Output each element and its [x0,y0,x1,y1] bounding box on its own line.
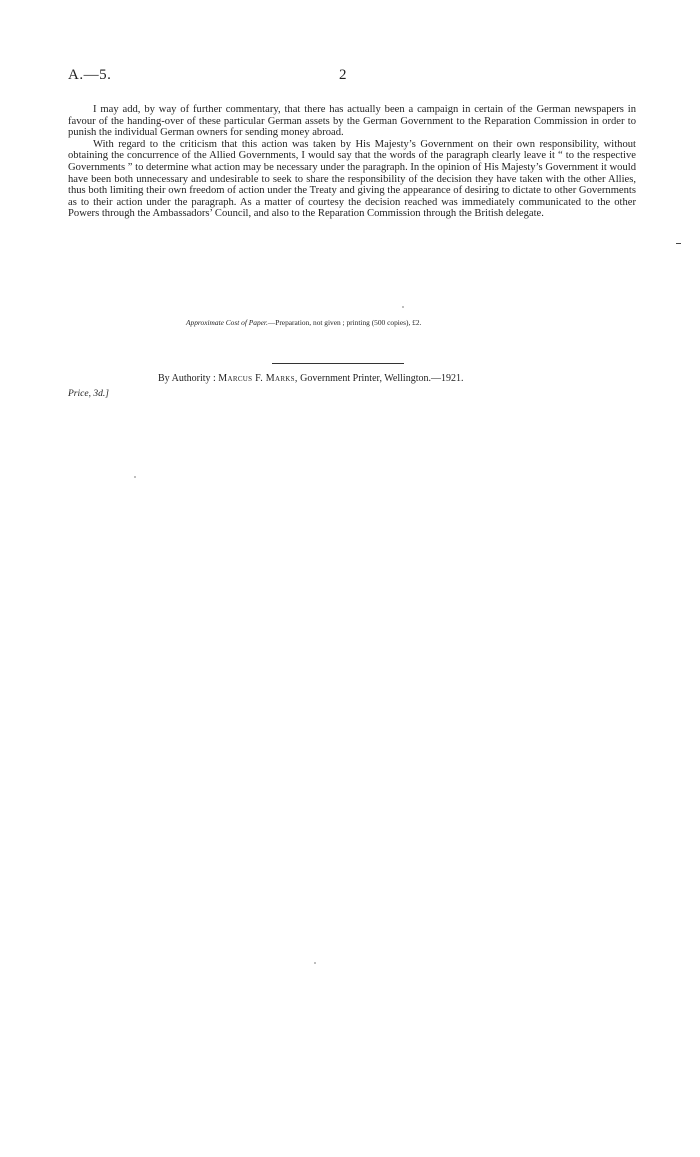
paragraph-2: With regard to the criticism that this action was taken by His Majesty’s Government on their own responsibility, without obtaining the concurrence of the Allied Governments, I would say that the words of the paragraph clearly leave it “ to the respective Governments ” to determine what action may be necessary under the paragraph. In the opinion of His Majesty’s Government it would have been both unnecessary and undesirable to seek to share the responsibility of the decision they have taken with the other Allies, thus both limiting their own freedom of action under the Treaty and giving the appearance of desiring to dictate to other Governments as to their action under the paragraph. As a matter of courtesy the decision reached was immediately communicated to the other Powers through the Ambassadors’ Council, and also to the Reparation Commission through the British delegate. [68,138,636,220]
scan-speck [314,962,316,964]
page-reference: A.—5. [68,67,112,83]
authority-suffix: Government Printer, Wellington.—1921. [300,373,464,384]
paragraph-1: I may add, by way of further commentary, that there has actually been a campaign in certain of the German newspapers in favour of the handing-over of these particular German assets by the German Government to the Reparation Commission in order to punish the individual German owners for sending money abroad. [68,104,636,139]
horizontal-rule [272,363,404,364]
printer-name: Marcus F. Marks, [218,373,298,384]
authority-prefix: By Authority : [158,373,216,384]
cost-label: Approximate Cost of Paper. [186,318,268,327]
page-number: 2 [339,67,347,83]
scan-speck [134,476,136,478]
price-note: Price, 3d.] [68,389,109,399]
cost-of-paper-note [186,318,421,327]
scan-speck [402,306,404,308]
cost-text: —Preparation, not given ; printing (500 copies), £2. [267,318,422,327]
authority-line [158,373,463,384]
margin-mark [676,243,681,244]
body-text [68,104,636,220]
